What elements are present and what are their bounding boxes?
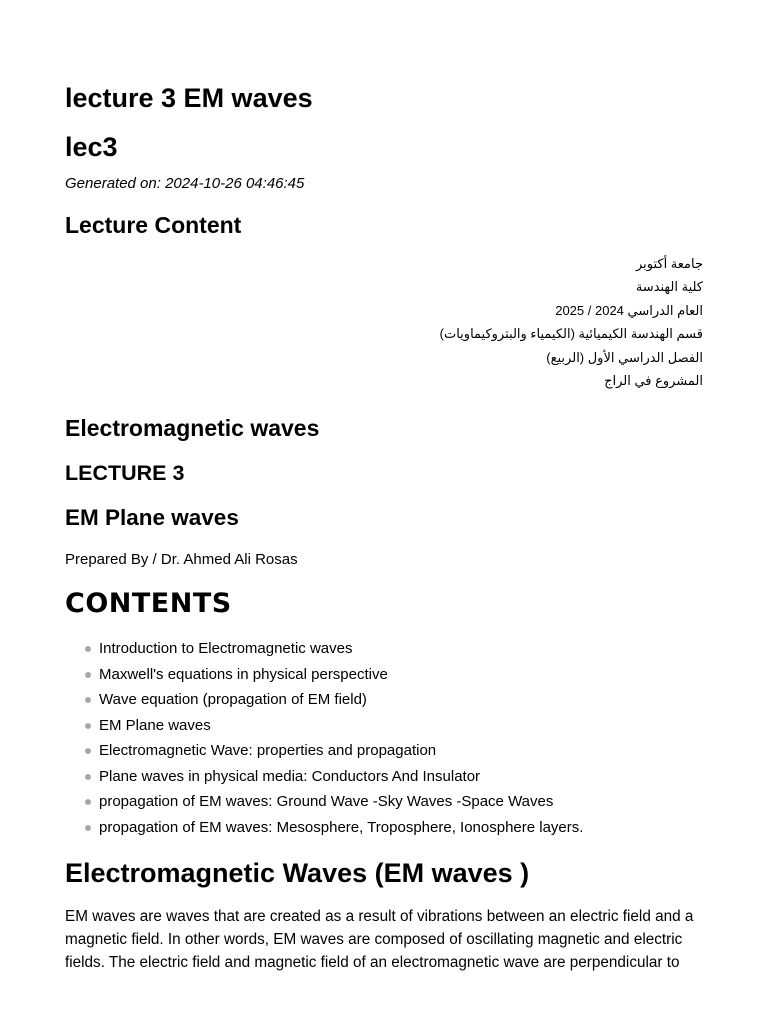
lecture-topic: EM Plane waves bbox=[65, 505, 239, 531]
lecture-number: LECTURE 3 bbox=[65, 461, 185, 486]
list-item-text: Introduction to Electromagnetic waves bbox=[99, 640, 353, 658]
bullet-icon bbox=[85, 672, 91, 678]
arabic-header-block bbox=[65, 252, 703, 392]
list-item-text: Electromagnetic Wave: properties and propagation bbox=[99, 742, 437, 760]
section-heading-lecture-content: Lecture Content bbox=[65, 212, 242, 238]
list-item bbox=[65, 662, 705, 688]
arabic-line-department: قسم الهندسة الكيميائية (الكيمياء والبتروكيماويات) bbox=[439, 326, 703, 342]
em-waves-heading: Electromagnetic Waves (EM waves ) bbox=[65, 858, 530, 889]
bullet-icon bbox=[85, 799, 91, 805]
bullet-icon bbox=[85, 825, 91, 831]
arabic-line-academic-year: العام الدراسي 2024 / 2025 bbox=[555, 302, 703, 318]
bullet-icon bbox=[85, 774, 91, 780]
list-item-text: Maxwell's equations in physical perspective bbox=[99, 665, 388, 683]
arabic-line-faculty: كلية الهندسة bbox=[635, 279, 703, 295]
list-item bbox=[65, 687, 705, 713]
bullet-icon bbox=[85, 723, 91, 729]
lecture-heading: Electromagnetic waves bbox=[65, 415, 320, 442]
document-title: lecture 3 EM waves bbox=[65, 83, 313, 113]
document-page bbox=[65, 80, 705, 974]
list-item-text: propagation of EM waves: Ground Wave -Sky Waves -Space Waves bbox=[99, 793, 554, 811]
bullet-icon bbox=[85, 646, 91, 652]
list-item bbox=[65, 789, 705, 815]
contents-list bbox=[65, 636, 705, 840]
bullet-icon bbox=[85, 748, 91, 754]
list-item bbox=[65, 636, 705, 662]
bullet-icon bbox=[85, 697, 91, 703]
arabic-line-project: المشروع في الراج bbox=[604, 372, 703, 388]
contents-heading: CONTENTS bbox=[65, 588, 232, 620]
prepared-by: Prepared By / Dr. Ahmed Ali Rosas bbox=[65, 551, 298, 569]
list-item bbox=[65, 738, 705, 764]
arabic-line-university: جامعة أكتوبر bbox=[635, 256, 703, 271]
list-item bbox=[65, 713, 705, 739]
arabic-line-semester: الفصل الدراسي الأول (الربيع) bbox=[546, 349, 703, 365]
list-item-text: EM Plane waves bbox=[99, 716, 211, 734]
list-item-text: propagation of EM waves: Mesosphere, Troposphere, Ionosphere layers. bbox=[99, 818, 584, 836]
list-item bbox=[65, 764, 705, 790]
list-item-text: Plane waves in physical media: Conductors And Insulator bbox=[99, 767, 481, 785]
document-subtitle: lec3 bbox=[65, 132, 118, 162]
em-waves-paragraph: EM waves are waves that are created as a result of vibrations between an electric field and a magnetic field. In other words, EM waves are composed of oscillating magnetic and electric fields. The electric field and magnetic field of an electromagnetic wave are perpendicular to bbox=[65, 908, 694, 972]
generated-timestamp: Generated on: 2024-10-26 04:46:45 bbox=[65, 175, 305, 192]
list-item-text: Wave equation (propagation of EM field) bbox=[99, 691, 367, 709]
list-item bbox=[65, 815, 705, 841]
